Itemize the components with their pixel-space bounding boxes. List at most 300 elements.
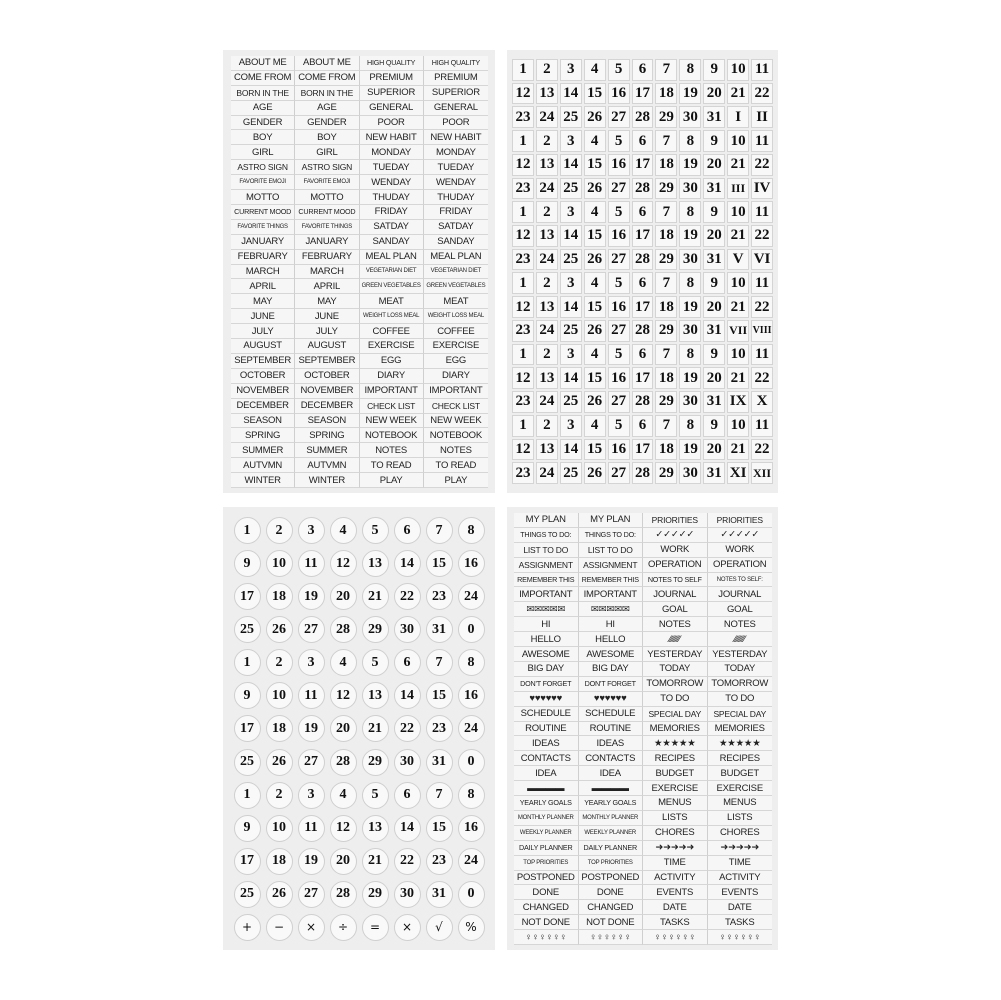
word-sticker: NEW HABIT [360,130,424,145]
circle-sticker-cell [455,712,487,745]
word-sticker: GOAL [643,602,708,617]
number-sticker: 26 [584,391,606,413]
word-sticker: EXERCISE [708,781,773,796]
circle-number-sticker: 4 [330,782,357,809]
word-sticker: DONE [579,885,644,900]
circle-sticker-cell [263,712,295,745]
number-sticker: 20 [703,367,725,389]
number-sticker: 1 [512,272,534,294]
word-sticker: FAVORITE THINGS [295,220,359,235]
number-sticker: 8 [679,59,701,81]
word-sticker: NOTES TO SELF [643,573,708,588]
word-sticker: BUDGET [708,766,773,781]
circle-sticker-cell [231,911,263,944]
word-sticker: TO DO [643,692,708,707]
circle-number-sticker: 16 [458,682,485,709]
circle-number-sticker: 18 [266,583,293,610]
circle-number-sticker: 18 [266,715,293,742]
number-sticker: 5 [608,344,630,366]
word-sticker: YESTERDAY [708,647,773,662]
number-sticker: 14 [560,225,582,247]
circle-number-sticker: 5 [362,649,389,676]
word-sticker: IDEAS [579,736,644,751]
number-sticker: 15 [584,296,606,318]
number-sticker: 28 [632,178,654,200]
number-sticker: 17 [632,367,654,389]
circle-number-sticker: × [298,914,325,941]
circle-number-sticker: 29 [362,749,389,776]
circle-sticker-cell [359,812,391,845]
number-sticker: 25 [560,178,582,200]
number-sticker: 15 [584,225,606,247]
word-sticker: TOMORROW [643,677,708,692]
number-sticker: 24 [536,320,558,342]
number-sticker: 22 [751,154,773,176]
word-sticker: BOY [231,130,295,145]
circle-number-sticker: 17 [234,848,261,875]
number-sticker: 3 [560,130,582,152]
word-sticker: BIG DAY [579,662,644,677]
number-sticker: 31 [703,249,725,271]
circle-sticker-cell [455,911,487,944]
circle-sticker-cell [295,613,327,646]
word-sticker: IMPORTANT [579,587,644,602]
number-sticker: 28 [632,462,654,484]
number-sticker: 16 [608,296,630,318]
circle-sticker-cell [327,514,359,547]
word-sticker: OPERATION [643,558,708,573]
word-sticker: EXERCISE [643,781,708,796]
circle-number-sticker: 5 [362,517,389,544]
word-sticker: TOP PRIORITIES [579,856,644,871]
circle-number-sticker: 21 [362,715,389,742]
word-sticker: ⁄⁄⁄⁄⁄⁄⁄⁄ [643,632,708,647]
number-sticker: 15 [584,154,606,176]
word-sticker: FAVORITE THINGS [231,220,295,235]
word-sticker: ROUTINE [579,722,644,737]
circle-sticker-cell [263,547,295,580]
number-sticker: 19 [679,225,701,247]
word-sticker: MOTTO [231,190,295,205]
number-sticker: 31 [703,320,725,342]
circle-number-sticker: 26 [266,749,293,776]
word-sticker: AUGUST [295,339,359,354]
number-sticker: 3 [560,272,582,294]
number-sticker: VI [751,249,773,271]
circle-sticker-cell [263,878,295,911]
circle-sticker-cell [231,812,263,845]
word-sticker: WINTER [231,473,295,488]
circle-sticker-cell [359,845,391,878]
word-sticker: OCTOBER [231,369,295,384]
word-sticker: BORN IN THE [231,86,295,101]
word-sticker: SEASON [231,414,295,429]
word-sticker: SATDAY [360,220,424,235]
circle-sticker-cell [391,679,423,712]
circle-sticker-cell [327,911,359,944]
number-sticker: 6 [632,415,654,437]
word-sticker: EGG [424,354,488,369]
number-sticker: 10 [727,272,749,294]
circle-sticker-cell [263,911,295,944]
number-sticker: 19 [679,439,701,461]
number-sticker: 3 [560,201,582,223]
word-sticker: CHANGED [579,900,644,915]
circle-sticker-cell [295,547,327,580]
number-sticker: 28 [632,391,654,413]
word-sticker: SEPTEMBER [295,354,359,369]
number-sticker: 4 [584,344,606,366]
word-sticker: MARCH [295,265,359,280]
word-sticker: HELLO [514,632,579,647]
circle-number-sticker: 31 [426,749,453,776]
circle-number-sticker: 13 [362,815,389,842]
number-sticker: 13 [536,367,558,389]
circle-number-sticker: 6 [394,649,421,676]
circle-sticker-cell [263,613,295,646]
number-sticker: 24 [536,249,558,271]
word-sticker: WENDAY [424,175,488,190]
word-sticker: MY PLAN [579,513,644,528]
number-sticker: 27 [608,320,630,342]
number-sticker: 6 [632,272,654,294]
number-sticker: 28 [632,320,654,342]
word-sticker: TUEDAY [424,160,488,175]
word-sticker: SPECIAL DAY [708,707,773,722]
word-sticker: FAVORITE EMOJI [295,175,359,190]
word-sticker: ✉✉✉✉✉ [579,602,644,617]
circle-number-sticker: 21 [362,848,389,875]
word-sticker: GENDER [295,116,359,131]
word-sticker: SEPTEMBER [231,354,295,369]
word-sticker: MONDAY [424,145,488,160]
circle-number-sticker: 20 [330,715,357,742]
word-sticker: SANDAY [360,235,424,250]
word-sticker: DAILY PLANNER [579,841,644,856]
word-sticker: NOT DONE [514,915,579,930]
number-sticker: 25 [560,462,582,484]
number-sticker: 29 [655,462,677,484]
number-sticker: 7 [655,415,677,437]
word-sticker: BOY [295,130,359,145]
circle-number-sticker: 13 [362,682,389,709]
word-sticker: OPERATION [708,558,773,573]
numbers-grid [511,58,774,485]
number-sticker: 15 [584,83,606,105]
circle-number-sticker: 26 [266,881,293,908]
number-sticker: 1 [512,59,534,81]
word-sticker: EXERCISE [360,339,424,354]
circle-sticker-cell [391,646,423,679]
word-sticker: AUTVMN [231,458,295,473]
circle-sticker-cell [359,646,391,679]
circle-number-sticker: 11 [298,550,325,577]
word-sticker: SPRING [231,428,295,443]
circle-number-sticker: = [362,914,389,941]
word-sticker: SEASON [295,414,359,429]
number-sticker: 11 [751,201,773,223]
word-sticker: CHECK LIST [424,399,488,414]
number-sticker: 9 [703,201,725,223]
circle-number-sticker: 4 [330,649,357,676]
word-sticker: ASSIGNMENT [579,558,644,573]
number-sticker: 31 [703,178,725,200]
word-sticker: DECEMBER [295,399,359,414]
number-sticker: 26 [584,320,606,342]
word-sticker: HI [579,617,644,632]
number-sticker: 20 [703,154,725,176]
word-sticker: PLAY [360,473,424,488]
circle-sticker-cell [359,712,391,745]
number-sticker: 13 [536,296,558,318]
sticker-sheet-circle-numbers [223,507,495,950]
circle-sticker-cell [391,779,423,812]
circle-sticker-cell [231,878,263,911]
circle-sticker-cell [423,911,455,944]
circle-sticker-cell [391,746,423,779]
word-sticker: TO READ [424,458,488,473]
number-sticker: 16 [608,367,630,389]
word-sticker: NOTES [360,443,424,458]
word-sticker: IDEA [514,766,579,781]
circle-number-sticker: 9 [234,815,261,842]
number-sticker: 25 [560,391,582,413]
number-sticker: 13 [536,154,558,176]
word-sticker: IMPORTANT [360,384,424,399]
circle-sticker-cell [327,845,359,878]
number-sticker: 3 [560,59,582,81]
word-sticker: VEGETARIAN DIET [424,265,488,280]
word-sticker: ♥♥♥♥♥♥ [579,692,644,707]
circle-sticker-cell [327,580,359,613]
number-sticker: 12 [512,83,534,105]
number-sticker: 8 [679,272,701,294]
number-sticker: 7 [655,130,677,152]
number-sticker: 2 [536,59,558,81]
circle-number-sticker: 27 [298,881,325,908]
circle-number-sticker: 10 [266,815,293,842]
word-sticker: WINTER [295,473,359,488]
word-sticker: SUPERIOR [360,86,424,101]
number-sticker: 18 [655,154,677,176]
number-sticker: 1 [512,130,534,152]
number-sticker: 13 [536,83,558,105]
number-sticker: 7 [655,272,677,294]
word-sticker: REMEMBER THIS [579,573,644,588]
circle-number-sticker: 15 [426,550,453,577]
circle-sticker-cell [231,613,263,646]
circle-sticker-cell [295,812,327,845]
number-sticker: 19 [679,83,701,105]
circle-number-sticker: 2 [266,517,293,544]
circle-sticker-cell [231,779,263,812]
word-sticker: MEAT [360,294,424,309]
circle-number-sticker: 28 [330,749,357,776]
circle-sticker-cell [295,514,327,547]
circle-sticker-cell [327,812,359,845]
circle-number-sticker: 10 [266,550,293,577]
word-sticker: HIGH QUALITY [360,56,424,71]
word-sticker: PREMIUM [424,71,488,86]
circle-sticker-cell [455,613,487,646]
circle-sticker-cell [263,514,295,547]
circle-number-sticker: 12 [330,815,357,842]
word-sticker: COME FROM [231,71,295,86]
number-sticker: 30 [679,178,701,200]
word-sticker: ✉✉✉✉✉ [514,602,579,617]
word-sticker: NEW WEEK [424,414,488,429]
circle-number-sticker: 25 [234,749,261,776]
word-sticker: NOTEBOOK [360,428,424,443]
circle-number-sticker: 14 [394,550,421,577]
word-sticker: JOURNAL [643,587,708,602]
number-sticker: 8 [679,201,701,223]
number-sticker: 24 [536,462,558,484]
circle-sticker-cell [295,878,327,911]
word-sticker: REMEMBER THIS [514,573,579,588]
number-sticker: 12 [512,225,534,247]
word-sticker: CONTACTS [579,751,644,766]
word-sticker: WENDAY [360,175,424,190]
circle-sticker-cell [295,712,327,745]
word-sticker: WEIGHT LOSS MEAL [360,309,424,324]
number-sticker: 22 [751,367,773,389]
circle-sticker-cell [263,679,295,712]
number-sticker: 18 [655,367,677,389]
word-sticker: THINGS TO DO: [579,528,644,543]
word-sticker: AUGUST [231,339,295,354]
circle-sticker-cell [423,646,455,679]
circle-number-sticker: 30 [394,749,421,776]
circle-number-sticker: 0 [458,749,485,776]
circle-number-sticker: 24 [458,715,485,742]
word-sticker: SUMMER [231,443,295,458]
circle-sticker-cell [231,547,263,580]
circle-number-sticker: 9 [234,550,261,577]
number-sticker: 9 [703,272,725,294]
circle-sticker-cell [263,812,295,845]
number-sticker: 16 [608,225,630,247]
word-sticker: GENERAL [424,101,488,116]
number-sticker: 25 [560,320,582,342]
number-sticker: 28 [632,249,654,271]
circle-sticker-cell [455,812,487,845]
number-sticker: 30 [679,391,701,413]
circle-number-sticker: 27 [298,749,325,776]
circle-sticker-cell [231,514,263,547]
circle-number-sticker: 11 [298,815,325,842]
number-sticker: 25 [560,106,582,128]
word-sticker: VEGETARIAN DIET [360,265,424,280]
circle-sticker-cell [231,746,263,779]
number-sticker: 10 [727,344,749,366]
number-sticker: 12 [512,367,534,389]
word-sticker: FEBRUARY [295,250,359,265]
word-sticker: NOTES [643,617,708,632]
circle-sticker-cell [423,613,455,646]
circle-number-sticker: 15 [426,815,453,842]
number-sticker: 15 [584,367,606,389]
number-sticker: 7 [655,59,677,81]
circle-number-sticker: − [266,914,293,941]
circle-number-sticker: 5 [362,782,389,809]
circle-number-sticker: 26 [266,616,293,643]
word-sticker: LIST TO DO [514,543,579,558]
circle-number-sticker: 1 [234,517,261,544]
circle-number-sticker: 19 [298,715,325,742]
number-sticker: 26 [584,249,606,271]
number-sticker: 19 [679,154,701,176]
circle-number-sticker: + [234,914,261,941]
word-sticker: WEEKLY PLANNER [514,826,579,841]
circle-sticker-cell [455,779,487,812]
circle-sticker-cell [391,812,423,845]
word-sticker: PRIORITIES [708,513,773,528]
word-sticker: THUDAY [424,190,488,205]
circle-sticker-cell [263,746,295,779]
number-sticker: 23 [512,249,534,271]
circle-sticker-cell [359,514,391,547]
word-sticker: GIRL [231,145,295,160]
number-sticker: 26 [584,106,606,128]
number-sticker: 8 [679,415,701,437]
word-sticker: JULY [231,324,295,339]
word-sticker: THUDAY [360,190,424,205]
number-sticker: 24 [536,178,558,200]
number-sticker: 4 [584,130,606,152]
word-sticker: TODAY [643,662,708,677]
word-sticker: NEW WEEK [360,414,424,429]
circle-number-sticker: 25 [234,616,261,643]
word-sticker: NEW HABIT [424,130,488,145]
word-sticker: MAY [295,294,359,309]
word-sticker: EGG [360,354,424,369]
word-sticker: POSTPONED [579,871,644,886]
word-sticker: HIGH QUALITY [424,56,488,71]
number-sticker: I [727,106,749,128]
circle-number-sticker: 22 [394,848,421,875]
word-sticker: WEIGHT LOSS MEAL [424,309,488,324]
circle-sticker-cell [263,580,295,613]
word-sticker: WORK [643,543,708,558]
word-sticker: BUDGET [643,766,708,781]
circle-number-sticker: 8 [458,517,485,544]
word-sticker: SCHEDULE [514,707,579,722]
word-sticker: TOP PRIORITIES [514,856,579,871]
circle-sticker-cell [327,878,359,911]
word-sticker: ▬▬▬▬ [579,781,644,796]
circle-sticker-cell [423,746,455,779]
circle-sticker-cell [423,547,455,580]
number-sticker: 6 [632,344,654,366]
number-sticker: XII [751,462,773,484]
word-sticker: ♀♀♀♀♀♀ [579,930,644,945]
word-sticker: LISTS [643,811,708,826]
number-sticker: 31 [703,462,725,484]
word-sticker: DATE [708,900,773,915]
circle-sticker-cell [455,746,487,779]
word-sticker: ▬▬▬▬ [514,781,579,796]
circle-sticker-cell [391,613,423,646]
circle-number-sticker: 11 [298,682,325,709]
number-sticker: 27 [608,249,630,271]
word-sticker: MEAL PLAN [424,250,488,265]
circle-sticker-cell [295,845,327,878]
word-sticker: BIG DAY [514,662,579,677]
circle-number-sticker: 7 [426,649,453,676]
circle-number-sticker: 30 [394,616,421,643]
number-sticker: 14 [560,296,582,318]
